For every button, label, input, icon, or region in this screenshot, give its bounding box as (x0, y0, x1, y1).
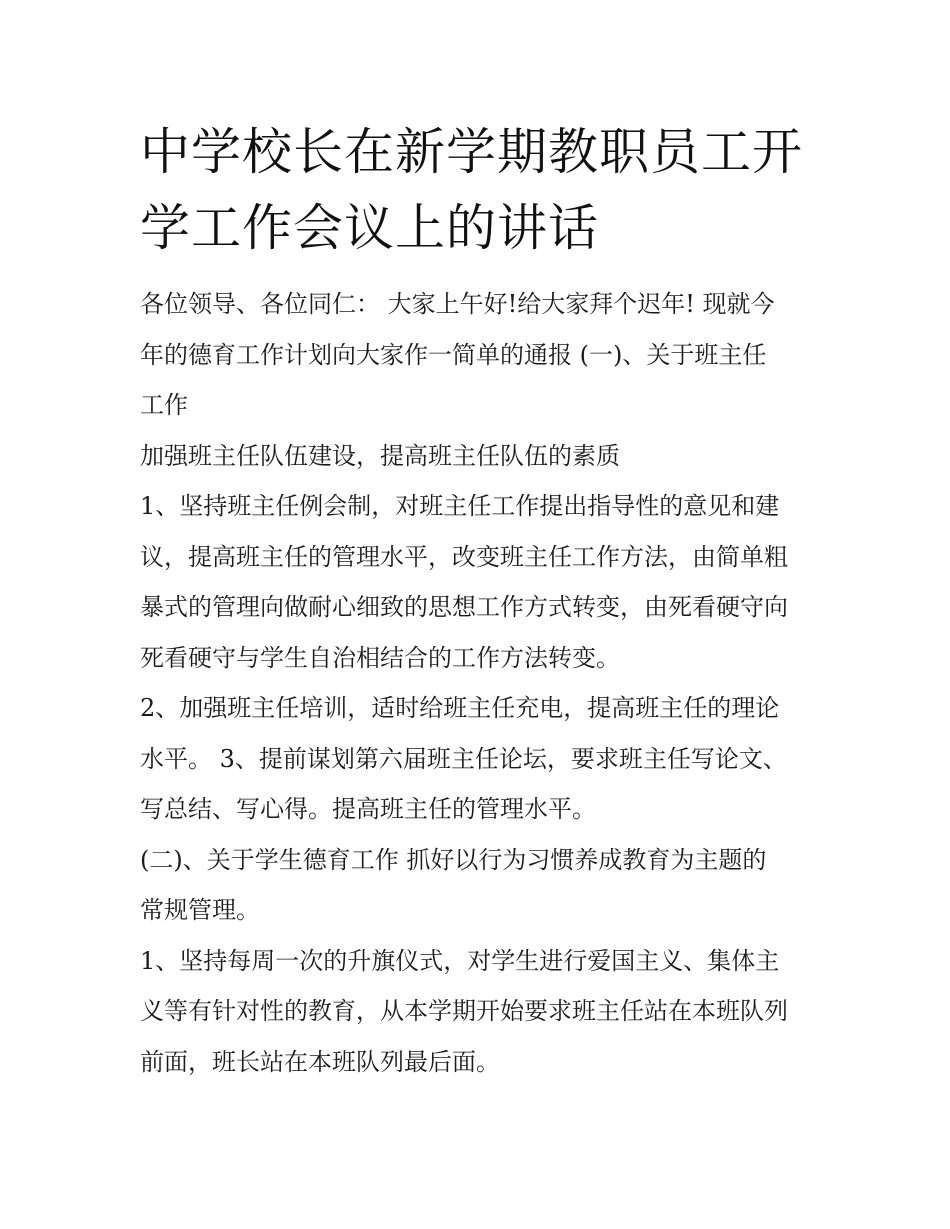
body-line: 暴式的管理向做耐心细致的思想工作方式转变，由死看硬守向 (140, 593, 788, 621)
body-line: 写总结、写心得。提高班主任的管理水平。 (140, 795, 596, 823)
body-line: (二)、关于学生德育工作 抓好以行为习惯养成教育为主题的 (140, 845, 767, 874)
body-line: 工作 (140, 391, 188, 419)
body-line: 常规管理。 (140, 896, 260, 924)
body-line: 1、坚持每周一次的升旗仪式，对学生进行爱国主义、集体主 (140, 946, 780, 975)
title-line: 中学校长在新学期教职员工开 (140, 123, 803, 181)
body-line: 1、坚持班主任例会制，对班主任工作提出指导性的意见和建 (140, 492, 780, 520)
body-line: 各位领导、各位同仁： 大家上午好!给大家拜个迟年! 现就今 (140, 290, 775, 318)
body-line: 死看硬守与学生自治相结合的工作方法转变。 (140, 643, 620, 672)
document-body (140, 279, 840, 1087)
title-line: 学工作会议上的讲话 (140, 199, 599, 257)
body-line: 加强班主任队伍建设，提高班主任队伍的素质 (140, 441, 620, 470)
body-line: 前面，班长站在本班队列最后面。 (140, 1047, 500, 1076)
document-title (140, 114, 830, 266)
body-line: 义等有针对性的教育，从本学期开始要求班主任站在本班队列 (140, 997, 788, 1025)
body-line: 水平。 3、提前谋划第六届班主任论坛，要求班主任写论文、 (140, 744, 787, 773)
body-line: 议，提高班主任的管理水平，改变班主任工作方法，由简单粗 (140, 542, 788, 571)
body-line: 2、加强班主任培训，适时给班主任充电，提高班主任的理论 (140, 694, 780, 722)
body-line: 年的德育工作计划向大家作一简单的通报 (一)、关于班主任 (140, 340, 767, 369)
